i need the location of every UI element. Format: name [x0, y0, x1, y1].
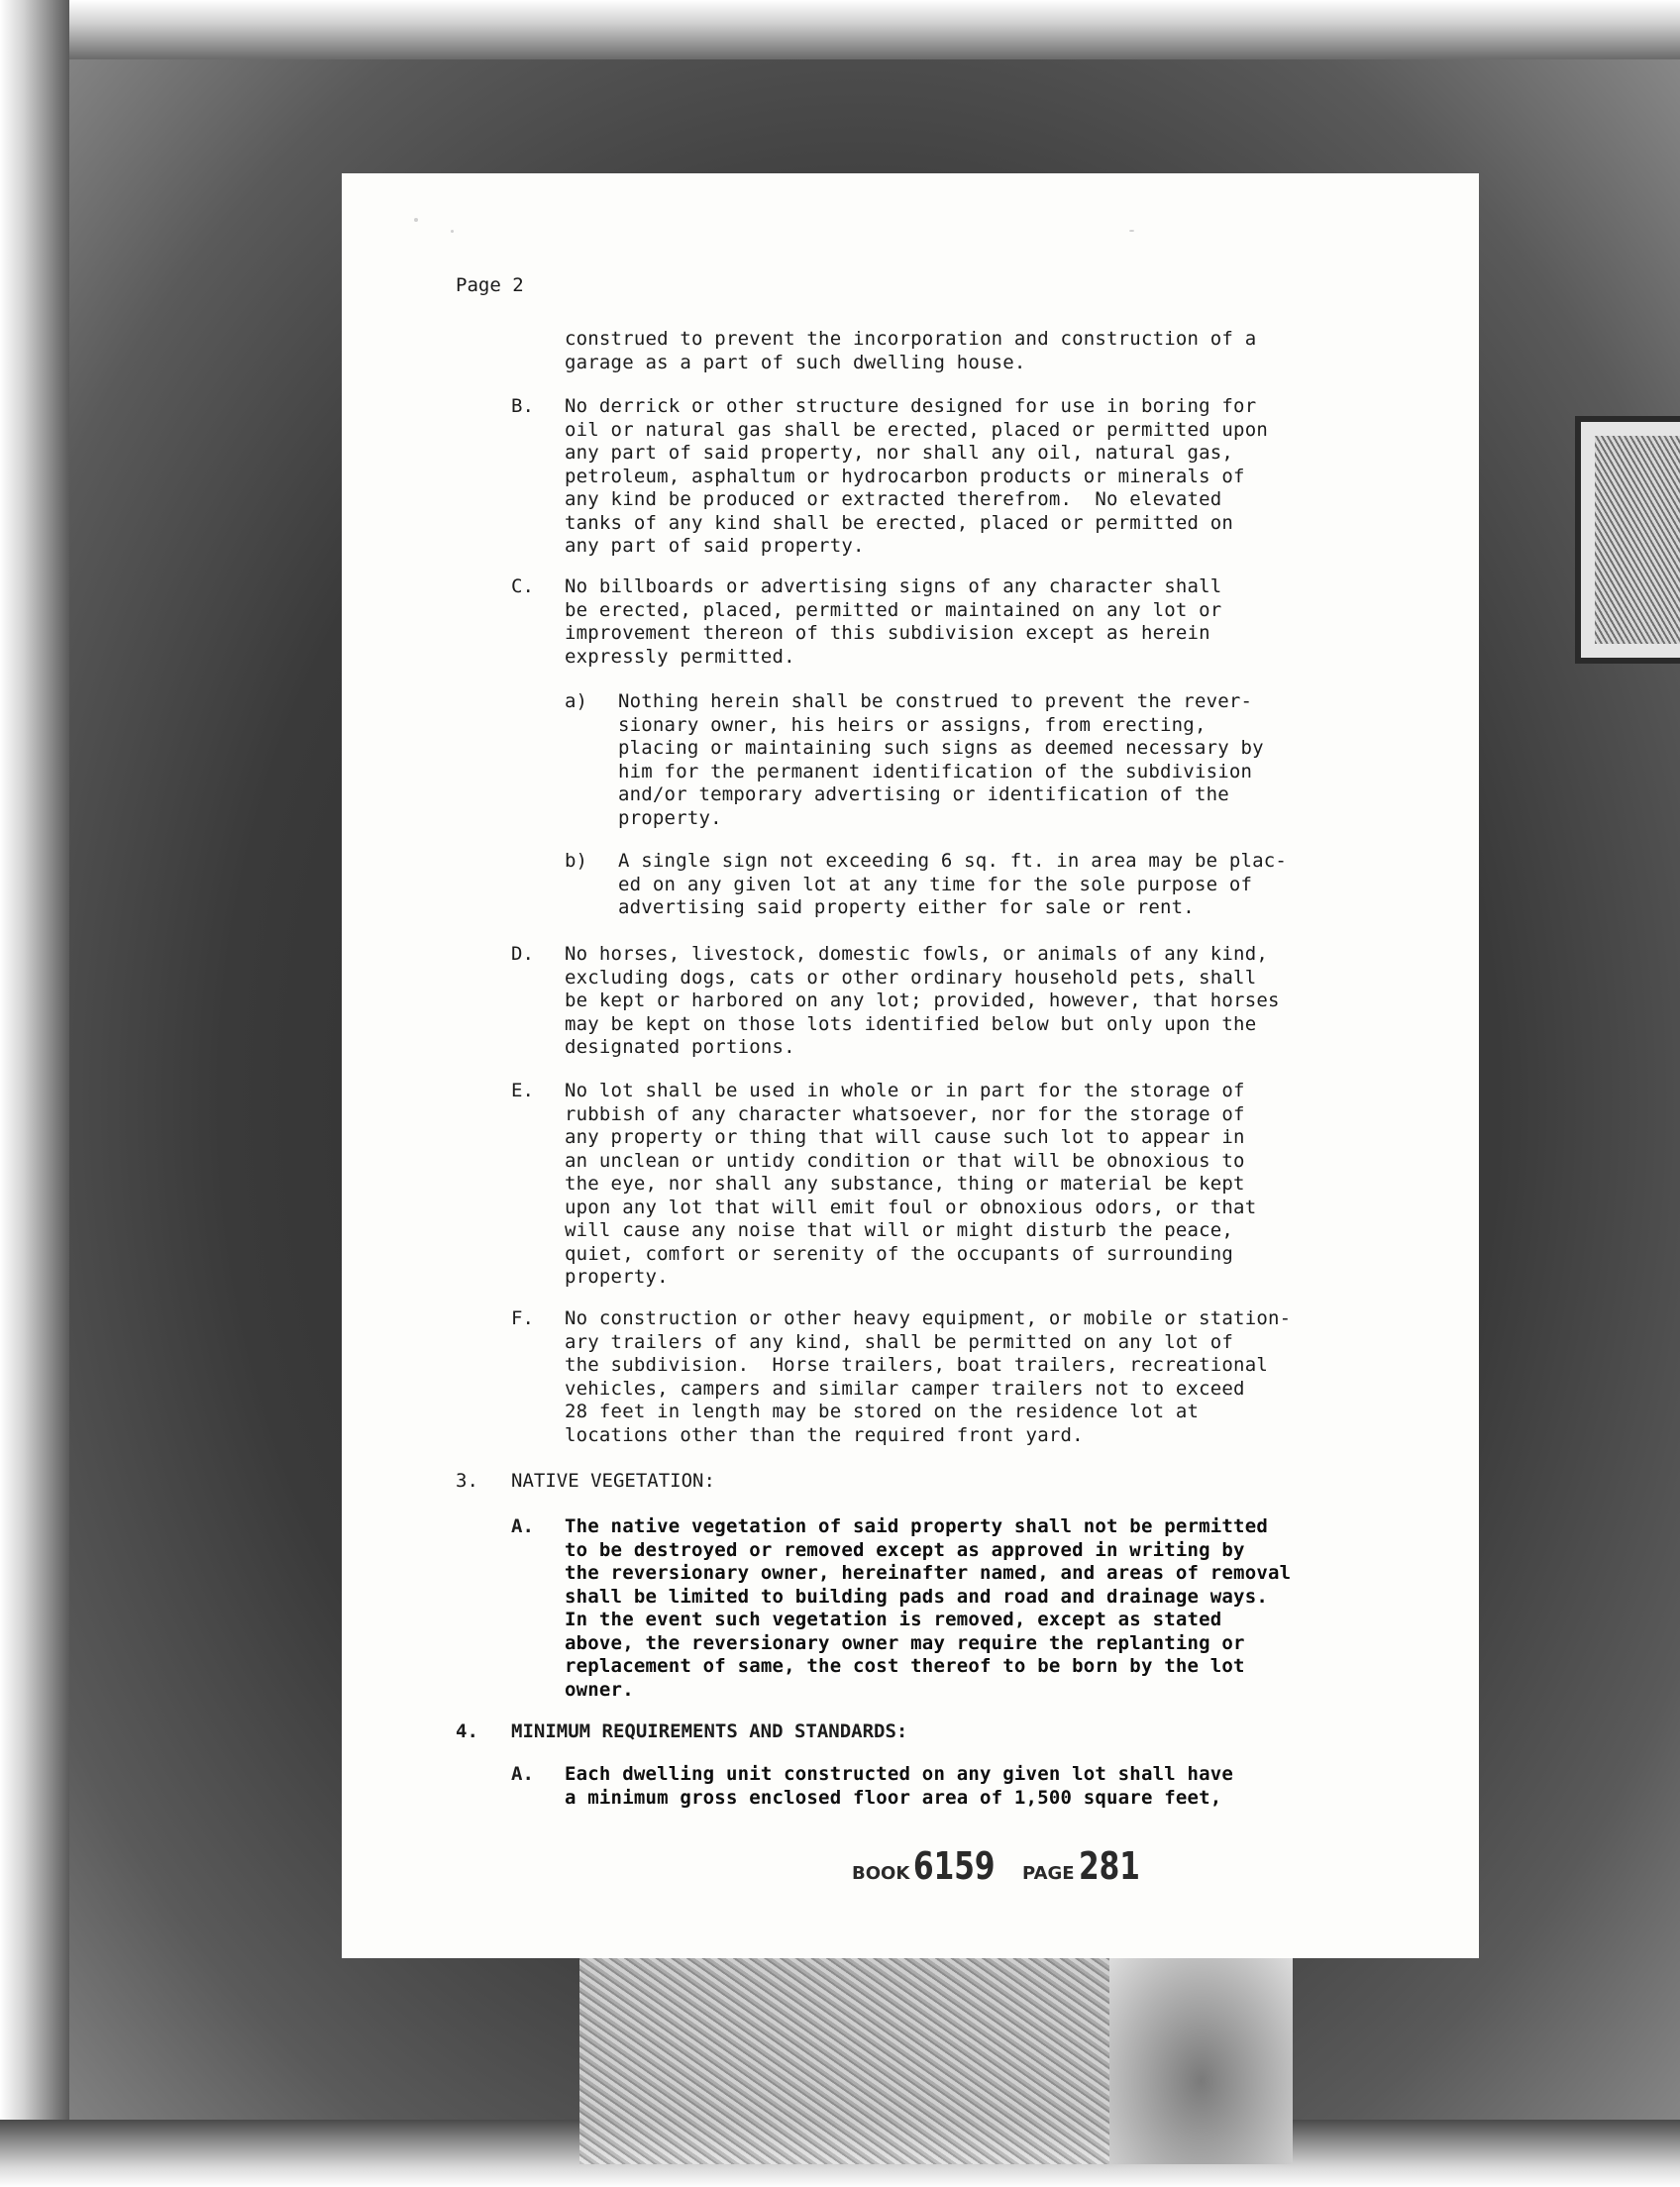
scanner-edge-left [0, 0, 69, 2187]
section4-item-label-a: A. [511, 1763, 534, 1785]
item-label-f: F. [511, 1307, 534, 1329]
subitem-text-b: A single sign not exceeding 6 sq. ft. in area may be plac- ed on any given lot at any time for the sole purpose of advertising said property either for sale or rent. [618, 850, 1288, 918]
stamp-page-number: 281 [1078, 1844, 1140, 1888]
dust-speck [414, 218, 418, 222]
stamp-book-label: BOOK [852, 1863, 910, 1884]
item-text-f: No construction or other heavy equipment, or mobile or station- ary trailers of any kind, shall be permitted on any lot of the subdivision. Horse trailers, boat trailers, recreational vehicles, campers and similar camper trailers not to exceed 28 feet in length may be stored on the residence lot at locations other than the required front yard. [565, 1307, 1292, 1446]
item-text-e: No lot shall be used in whole or in part for the storage of rubbish of any character whatsoever, nor for the storage of any property or thing that will cause such lot to appear in an unclean or untidy condition or that will be obnoxious to the eye, nor shall any substance, thing or material be kept upon any lot that will emit foul or obnoxious odors, or that will cause any noise that will or might disturb the peace, quiet, comfort or serenity of the occupants of surrounding property. [565, 1080, 1257, 1288]
intro-paragraph: construed to prevent the incorporation and construction of a garage as a part of such dwelling house. [565, 328, 1257, 373]
stamp-page-label: PAGE [1022, 1863, 1075, 1884]
item-text-b: No derrick or other structure designed for use in boring for oil or natural gas shall be erected, placed or permitted upon any part of said property, nor shall any oil, natural gas, petroleum, asphaltum or hydrocarbon products or minerals of any kind be produced or extracted therefrom. No elevated tanks of any kind shall be erected, placed or permitted on any part of said property. [565, 395, 1268, 557]
section-heading-minimum-requirements: MINIMUM REQUIREMENTS AND STANDARDS: [511, 1720, 908, 1742]
binder-clip [1575, 416, 1680, 664]
section-number-4: 4. [456, 1720, 478, 1742]
item-text-c: No billboards or advertising signs of any character shall be erected, placed, permitted or maintained on any lot or improvement thereon of this subdivision except as herein expressly permitted. [565, 575, 1222, 668]
section3-item-label-a: A. [511, 1515, 534, 1537]
section-number-3: 3. [456, 1470, 478, 1492]
stamp-book-number: 6159 [913, 1844, 996, 1888]
dust-speck [1129, 230, 1134, 232]
page-number: Page 2 [456, 274, 524, 296]
section4-item-text-a: Each dwelling unit constructed on any given lot shall have a minimum gross enclosed floor area of 1,500 square feet, [565, 1763, 1234, 1809]
subitem-label-b: b) [565, 850, 587, 872]
section3-item-text-a: The native vegetation of said property shall not be permitted to be destroyed or removed except as approved in writing by the reversionary owner, hereinafter named, and areas of removal shall be limited to building pads and road and drainage ways. In the event such vegetation is removed, except as stated above, the reversionary owner may require the replanting or replacement of same, the cost thereof to be born by the lot owner. [565, 1515, 1292, 1701]
section-heading-native-vegetation: NATIVE VEGETATION: [511, 1470, 715, 1492]
subitem-label-a: a) [565, 690, 587, 712]
subitem-text-a: Nothing herein shall be construed to prevent the rever- sionary owner, his heirs or assigns, from erecting, placing or maintaining such signs as deemed necessary by him for the permanent identification of the subdivision and/or temporary advertising or identification of the property. [618, 690, 1264, 829]
recording-stamp [852, 1844, 1157, 1888]
item-label-e: E. [511, 1080, 534, 1101]
item-label-d: D. [511, 943, 534, 965]
item-text-d: No horses, livestock, domestic fowls, or animals of any kind, excluding dogs, cats or other ordinary household pets, shall be kept or harbored on any lot; provided, however, that horses may be kept on those lots identified below but only upon the designated portions. [565, 943, 1280, 1058]
scanner-edge-top [40, 0, 1680, 59]
dust-speck [451, 230, 454, 233]
folded-paper-shadow [1109, 1956, 1293, 2164]
item-label-c: C. [511, 575, 534, 597]
item-label-b: B. [511, 395, 534, 417]
